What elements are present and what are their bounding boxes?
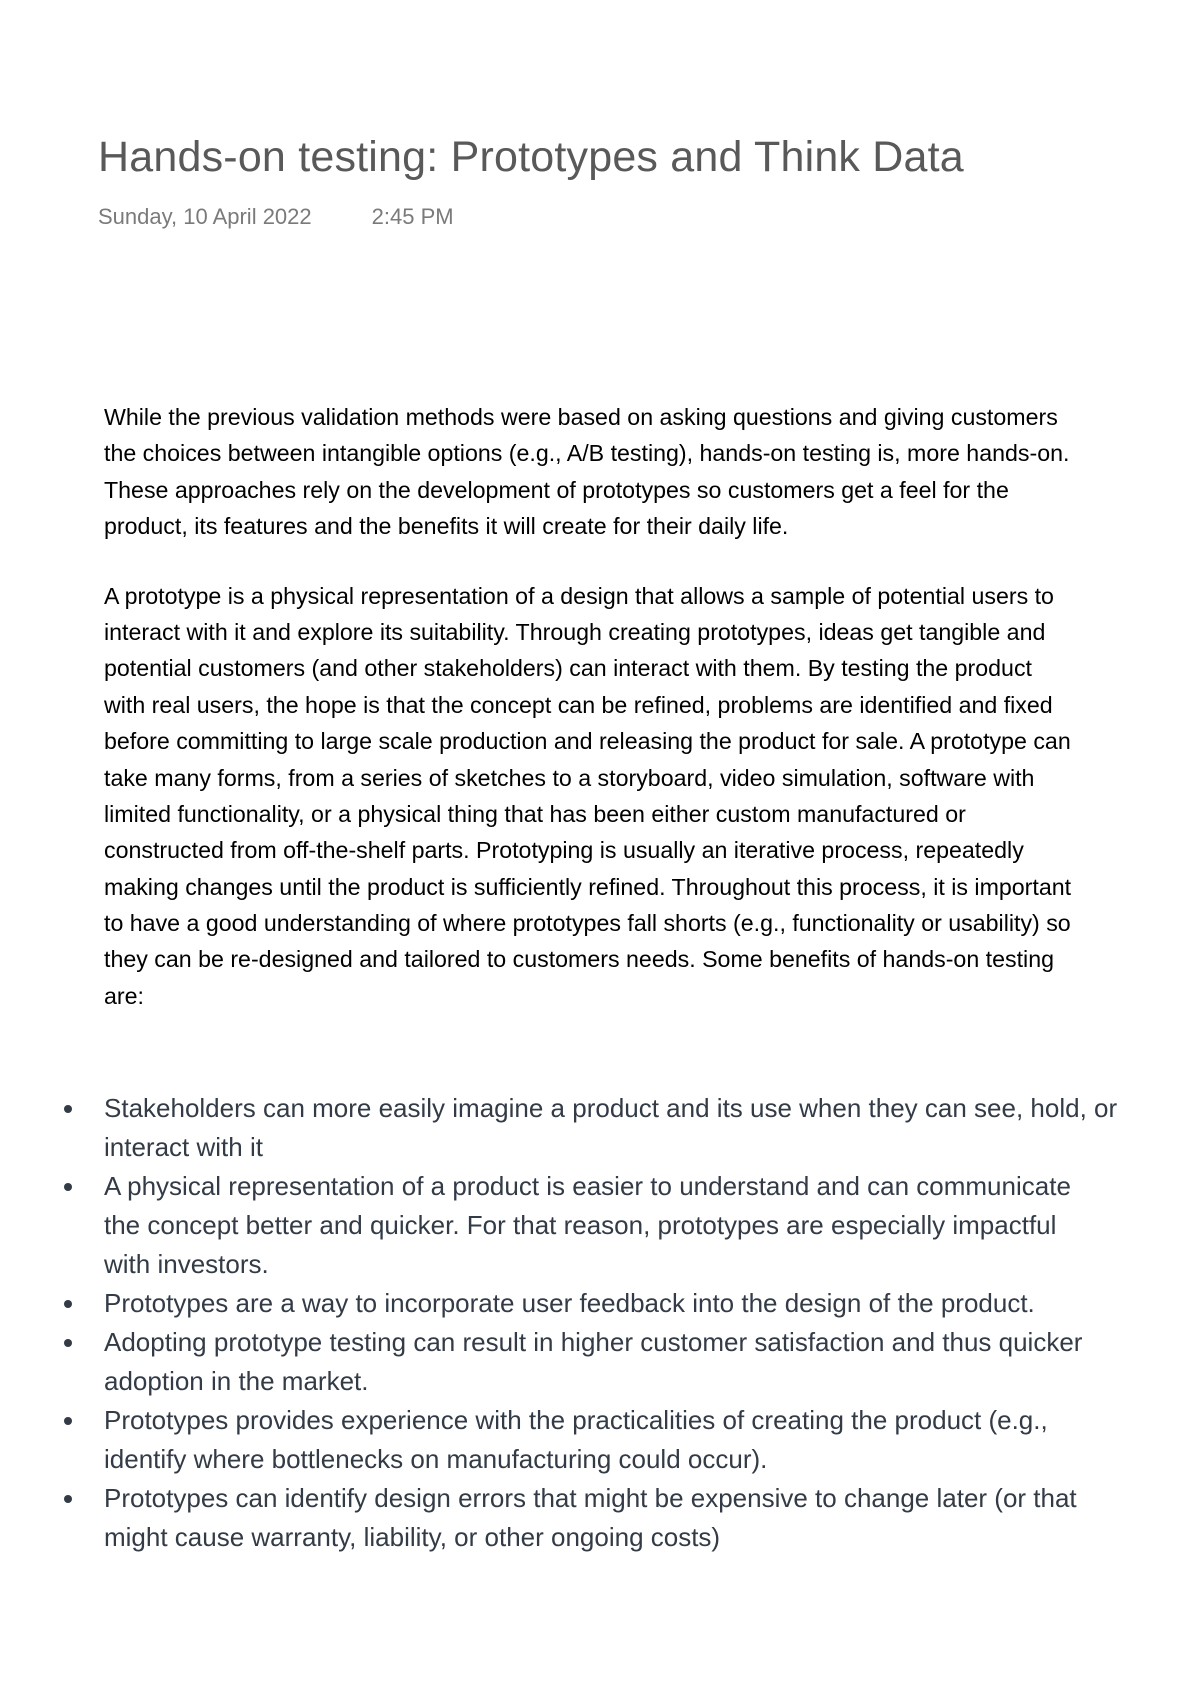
paragraph-line: potential customers (and other stakeholders) can interact with them. By testing the product <box>104 655 1032 682</box>
list-item <box>0 1167 1200 1284</box>
list-item-line: might cause warranty, liability, or other ongoing costs) <box>104 1522 721 1552</box>
paragraph-line: to have a good understanding of where prototypes fall shorts (e.g., functionality or usability) so <box>104 910 1071 937</box>
list-item-line: Adopting prototype testing can result in higher customer satisfaction and thus quicker <box>104 1327 1083 1357</box>
paragraph-line: they can be re-designed and tailored to customers needs. Some benefits of hands-on testing <box>104 946 1054 973</box>
paragraph-line: the choices between intangible options (e.g., A/B testing), hands-on testing is, more hands-on. <box>104 440 1070 467</box>
list-item <box>0 1479 1200 1557</box>
paragraph-line: limited functionality, or a physical thing that has been either custom manufactured or <box>104 800 966 827</box>
page-meta <box>98 204 454 230</box>
paragraph-line: take many forms, from a series of sketches to a storyboard, video simulation, software with <box>104 764 1035 791</box>
bullet-icon <box>64 1300 72 1308</box>
page-title: Hands-on testing: Prototypes and Think Data <box>98 133 964 181</box>
list-item <box>0 1284 1200 1323</box>
bullet-icon <box>64 1417 72 1425</box>
paragraph-line: interact with it and explore its suitability. Through creating prototypes, ideas get tangible and <box>104 618 1046 645</box>
list-item-line: A physical representation of a product is easier to understand and can communicate <box>104 1171 1071 1201</box>
bullet-icon <box>64 1339 72 1347</box>
list-item-line: Prototypes can identify design errors that might be expensive to change later (or that <box>104 1483 1077 1513</box>
paragraph-line: constructed from off-the-shelf parts. Prototyping is usually an iterative process, repeatedly <box>104 837 1024 864</box>
paragraph-2 <box>104 578 1200 1015</box>
list-item-line: identify where bottlenecks on manufacturing could occur). <box>104 1444 768 1474</box>
paragraph-line: before committing to large scale production and releasing the product for sale. A prototype can <box>104 728 1071 755</box>
page-time: 2:45 PM <box>371 204 454 229</box>
paragraph-line: making changes until the product is sufficiently refined. Throughout this process, it is important <box>104 873 1072 900</box>
list-item-line: Prototypes are a way to incorporate user feedback into the design of the product. <box>104 1288 1035 1318</box>
paragraph-line: with real users, the hope is that the concept can be refined, problems are identified and fixed <box>104 691 1053 718</box>
bullet-icon <box>64 1183 72 1191</box>
paragraph-line: A prototype is a physical representation of a design that allows a sample of potential users to <box>104 582 1054 609</box>
list-item <box>0 1401 1200 1479</box>
list-item-line: the concept better and quicker. For that reason, prototypes are especially impactful <box>104 1210 1057 1240</box>
list-item-line: with investors. <box>104 1249 269 1279</box>
body-text <box>104 399 1200 1014</box>
list-item-line: interact with it <box>104 1132 263 1162</box>
list-item <box>0 1089 1200 1167</box>
list-item-line: adoption in the market. <box>104 1366 369 1396</box>
paragraph-line: product, its features and the benefits it will create for their daily life. <box>104 513 789 540</box>
list-item-line: Prototypes provides experience with the practicalities of creating the product (e.g., <box>104 1405 1048 1435</box>
bullet-icon <box>64 1495 72 1503</box>
paragraph-line: are: <box>104 982 144 1009</box>
benefits-list <box>0 1089 1200 1557</box>
paragraph-line: These approaches rely on the development of prototypes so customers get a feel for the <box>104 476 1009 503</box>
list-item <box>0 1323 1200 1401</box>
paragraph-line: While the previous validation methods were based on asking questions and giving customers <box>104 404 1058 430</box>
page-date: Sunday, 10 April 2022 <box>98 204 312 229</box>
bullet-icon <box>64 1105 72 1113</box>
paragraph-1 <box>104 399 1200 545</box>
list-item-line: Stakeholders can more easily imagine a product and its use when they can see, hold, or <box>104 1093 1118 1123</box>
